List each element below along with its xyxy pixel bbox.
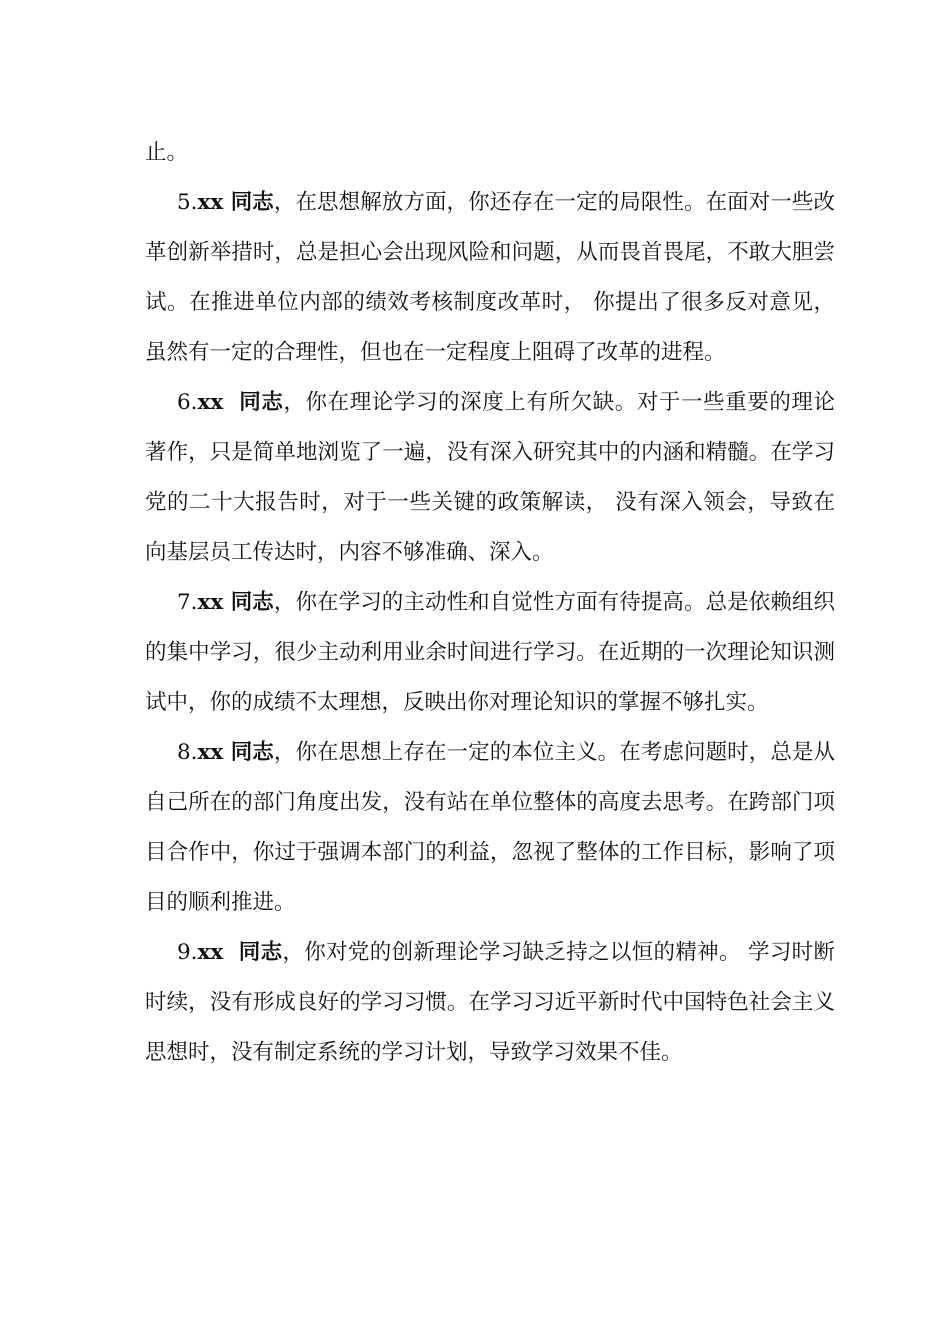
comrade-name: xx 同志 (197, 940, 283, 965)
comrade-name: xx 同志 (197, 190, 274, 215)
paragraph-number: 6. (177, 390, 198, 415)
paragraph-text: ，你对党的创新理论学习缺乏持之以恒的精神。 学习时断时续，没有形成良好的学习习惯。在学习习近平新时代中国特色社会主义思想时，没有制定系统的学习计划，导致学习效果不佳。 (145, 940, 835, 1065)
paragraph-7 (145, 578, 835, 728)
paragraph-text: ，你在思想上存在一定的本位主义。在考虑问题时，总是从自己所在的部门角度出发，没有站在单位整体的高度去思考。在跨部门项目合作中，你过于强调本部门的利益，忽视了整体的工作目标，影响了项目的顺利推进。 (145, 740, 835, 915)
document-body (145, 128, 835, 1078)
paragraph-9 (145, 928, 835, 1078)
paragraph-number: 8. (177, 740, 198, 765)
comrade-name: xx 同志 (197, 590, 274, 615)
paragraph-text: ，在思想解放方面，你还存在一定的局限性。在面对一些改革创新举措时，总是担心会出现风险和问题，从而畏首畏尾，不敢大胆尝试。在推进单位内部的绩效考核制度改革时， 你提出了很多反对意见，虽然有一定的合理性，但也在一定程度上阻碍了改革的进程。 (145, 190, 835, 365)
paragraph-number: 9. (177, 940, 198, 965)
paragraph-8 (145, 728, 835, 928)
paragraph-6 (145, 378, 835, 578)
paragraph-text: ，你在学习的主动性和自觉性方面有待提高。总是依赖组织的集中学习，很少主动利用业余时间进行学习。在近期的一次理论知识测试中，你的成绩不太理想，反映出你对理论知识的掌握不够扎实。 (145, 590, 835, 715)
paragraph-5 (145, 178, 835, 378)
paragraph-number: 7. (177, 590, 198, 615)
comrade-name: xx 同志 (197, 390, 284, 415)
continuation-text: 止。 (145, 140, 189, 165)
comrade-name: xx 同志 (197, 740, 274, 765)
paragraph-number: 5. (177, 190, 198, 215)
paragraph-text: ，你在理论学习的深度上有所欠缺。对于一些重要的理论著作，只是简单地浏览了一遍，没有深入研究其中的内涵和精髓。在学习党的二十大报告时，对于一些关键的政策解读， 没有深入领会，导致在向基层员工传达时，内容不够准确、深入。 (145, 390, 835, 565)
